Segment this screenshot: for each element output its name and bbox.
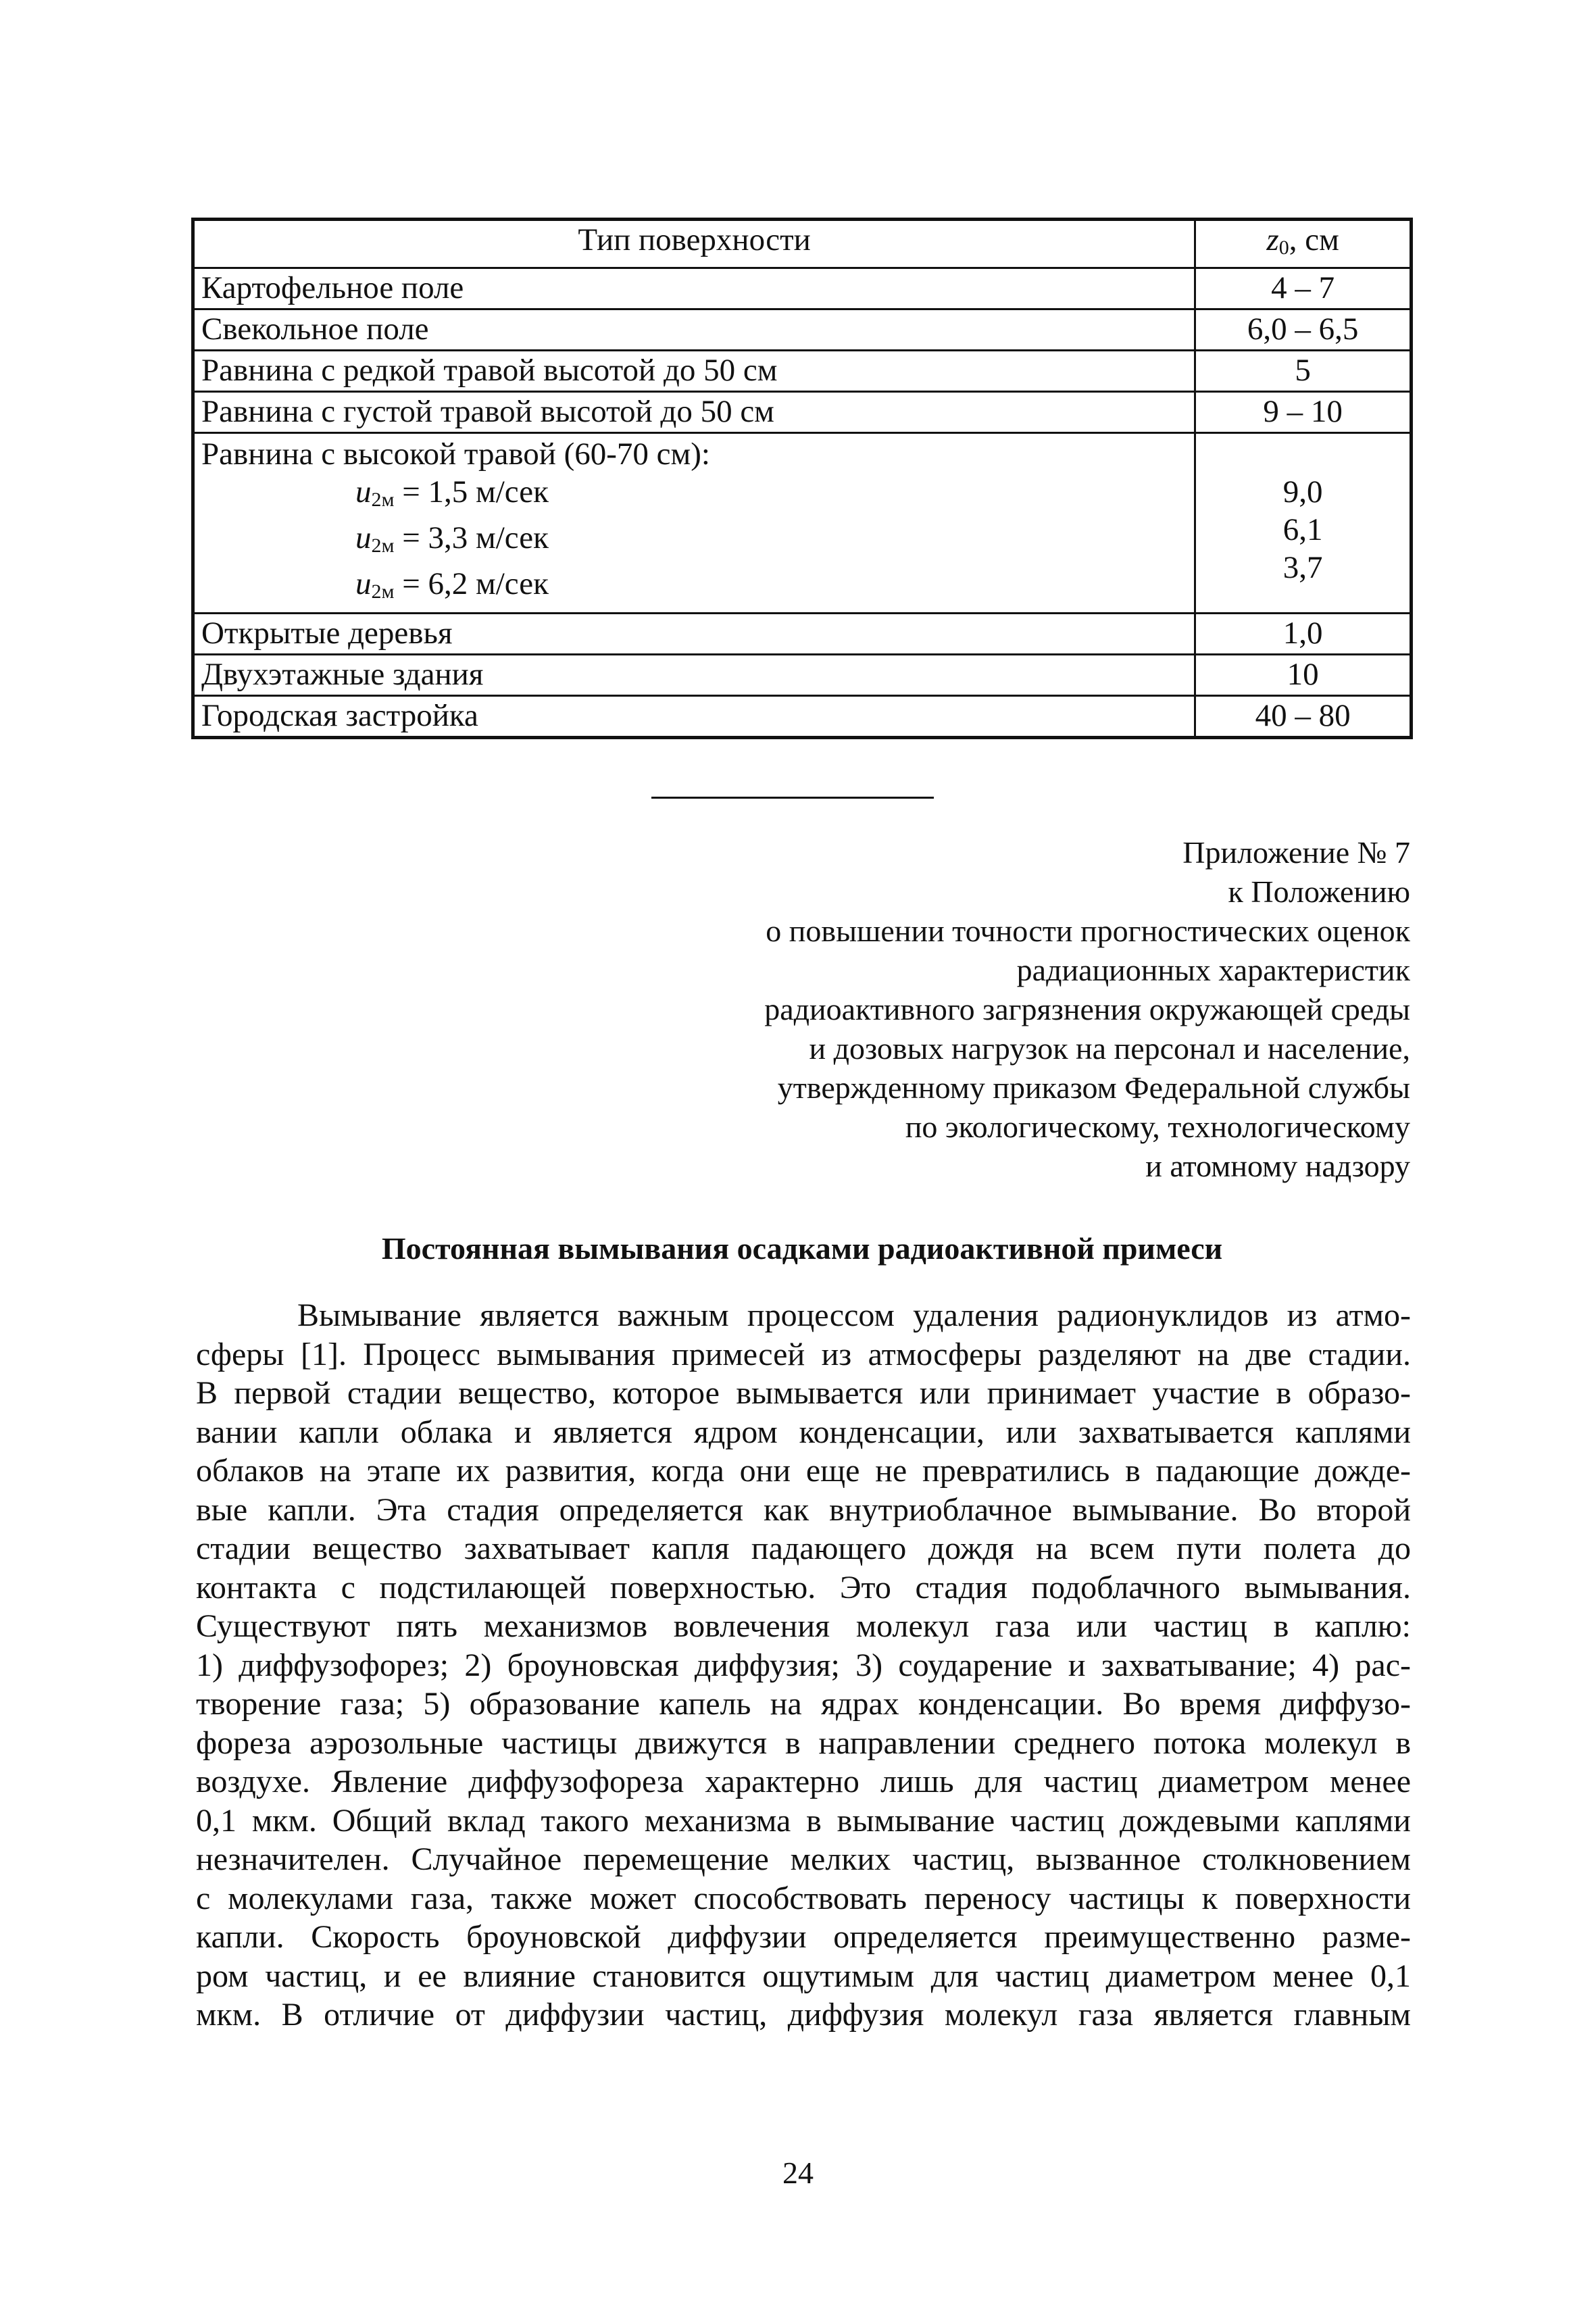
cell-type: Картофельное поле <box>193 268 1195 309</box>
cell-type: Городская застройка <box>193 696 1195 738</box>
cell-value: 9 – 10 <box>1195 392 1412 433</box>
cell-value: 5 <box>1195 351 1412 392</box>
appendix-line: радиоактивного загрязнения окружающей среды <box>764 992 1410 1026</box>
header-z-subscript: 0 <box>1278 237 1289 259</box>
cell-value: 6,1 <box>1282 512 1323 547</box>
appendix-line: Приложение № 7 <box>1182 835 1410 870</box>
appendix-line: о повышении точности прогностических оценок <box>766 914 1410 948</box>
paragraph-line: контакта с подстилающей поверхностью. Это стадия подоблачного вымывания. <box>196 1569 1411 1605</box>
appendix-line: утвержденному приказом Федеральной службы <box>777 1070 1410 1105</box>
appendix-line: к Положению <box>1228 874 1410 909</box>
header-z-symbol: z <box>1266 222 1279 257</box>
page-number: 24 <box>782 2156 814 2190</box>
paragraph-line: творение газа; 5) образование капель на ядрах конденсации. Во время диффузо- <box>196 1686 1411 1722</box>
wind-speed-line <box>201 473 1187 519</box>
appendix-line: и дозовых нагрузок на персонал и население, <box>809 1031 1410 1066</box>
paragraph-line: вые капли. Эта стадия определяется как внутриоблачное вымывание. Во второй <box>196 1491 1411 1528</box>
table-row <box>193 351 1412 392</box>
cell-type: Равнина с густой травой высотой до 50 см <box>193 392 1195 433</box>
body-paragraph <box>196 1296 1411 2035</box>
paragraph-line: фореза аэрозольные частицы движутся в направлении среднего потока молекул в <box>196 1724 1411 1761</box>
cell-type: Свекольное поле <box>193 309 1195 351</box>
cell-value: 10 <box>1195 655 1412 696</box>
section-separator-line <box>651 797 934 799</box>
header-surface-type: Тип поверхности <box>193 220 1195 268</box>
cell-type: Открытые деревья <box>193 614 1195 655</box>
cell-value: 4 – 7 <box>1195 268 1412 309</box>
paragraph-line: капли. Скорость броуновской диффузии определяется преимущественно разме- <box>196 1919 1411 1955</box>
paragraph-line: облаков на этапе их развития, когда они еще не превратились в падающие дожде- <box>196 1453 1411 1489</box>
blank-line <box>1203 435 1403 473</box>
wind-var-sub: 2м <box>371 489 395 511</box>
wind-speed-line <box>201 565 1187 611</box>
wind-var: u <box>355 474 372 509</box>
table-row <box>193 268 1412 309</box>
appendix-line: радиационных характеристик <box>1016 953 1410 987</box>
paragraph-line: Существуют пять механизмов вовлечения молекул газа или частиц в каплю: <box>196 1608 1411 1644</box>
wind-speed-line <box>201 519 1187 565</box>
wind-var-sub: 2м <box>371 534 395 557</box>
paragraph-line: с молекулами газа, также может способствовать переносу частицы к поверхности <box>196 1880 1411 1916</box>
paragraph-line: 1) диффузофорез; 2) броуновская диффузия; 3) соударение и захватывание; 4) рас- <box>196 1647 1411 1683</box>
cell-value-high-grass <box>1195 433 1412 614</box>
wind-var: u <box>355 520 372 555</box>
appendix-line: и атомному надзору <box>1145 1149 1410 1183</box>
appendix-header <box>599 833 1410 1186</box>
section-title: Постоянная вымывания осадками радиоактивной примеси <box>381 1231 1223 1266</box>
cell-value: 3,7 <box>1282 550 1323 585</box>
paragraph-line: воздухе. Явление диффузофореза характерно лишь для частиц диаметром менее <box>196 1764 1411 1799</box>
paragraph-line: мкм. В отличие от диффузии частиц, диффузия молекул газа является главным <box>196 1997 1411 2033</box>
paragraph-line: сферы [1]. Процесс вымывания примесей из атмосферы разделяют на две стадии. <box>196 1336 1411 1372</box>
paragraph-line: незначителен. Случайное перемещение мелких частиц, вызванное столкновением <box>196 1841 1411 1877</box>
table-header-row <box>193 220 1412 268</box>
table-row <box>193 392 1412 433</box>
table-row <box>193 309 1412 351</box>
cell-value: 9,0 <box>1282 474 1323 509</box>
table-row-high-grass <box>193 433 1412 614</box>
cell-value: 1,0 <box>1195 614 1412 655</box>
table-row <box>193 696 1412 738</box>
cell-value: 40 – 80 <box>1195 696 1412 738</box>
appendix-line: по экологическому, технологическому <box>905 1110 1410 1144</box>
table-row <box>193 614 1412 655</box>
wind-var: u <box>355 566 372 601</box>
paragraph-line: вании капли облака и является ядром конденсации, или захватывается каплями <box>196 1414 1411 1450</box>
wind-speed-text: = 3,3 м/сек <box>394 520 549 555</box>
cell-type: Двухэтажные здания <box>193 655 1195 696</box>
header-z-unit: , см <box>1289 222 1339 257</box>
paragraph-line: ром частиц, и ее влияние становится ощутимым для частиц диаметром менее 0,1 <box>196 1958 1411 1994</box>
paragraph-line: 0,1 мкм. Общий вклад такого механизма в вымывание частиц дождевыми каплями <box>196 1802 1411 1839</box>
roughness-table <box>191 218 1413 739</box>
cell-type: Равнина с редкой травой высотой до 50 см <box>193 351 1195 392</box>
cell-value: 6,0 – 6,5 <box>1195 309 1412 351</box>
table-row <box>193 655 1412 696</box>
wind-speed-text: = 1,5 м/сек <box>394 474 549 509</box>
high-grass-label: Равнина с высокой травой (60-70 см): <box>201 437 710 472</box>
wind-var-sub: 2м <box>371 580 395 603</box>
paragraph-line: В первой стадии вещество, которое вымывается или принимает участие в образо- <box>196 1375 1411 1411</box>
header-z0 <box>1195 220 1412 268</box>
cell-type-high-grass <box>193 433 1195 614</box>
wind-speed-text: = 6,2 м/сек <box>394 566 549 601</box>
paragraph-line: стадии вещество захватывает капля падающего дождя на всем пути полета до <box>196 1530 1411 1566</box>
paragraph-line: Вымывание является важным процессом удаления радионуклидов из атмо- <box>297 1297 1411 1333</box>
